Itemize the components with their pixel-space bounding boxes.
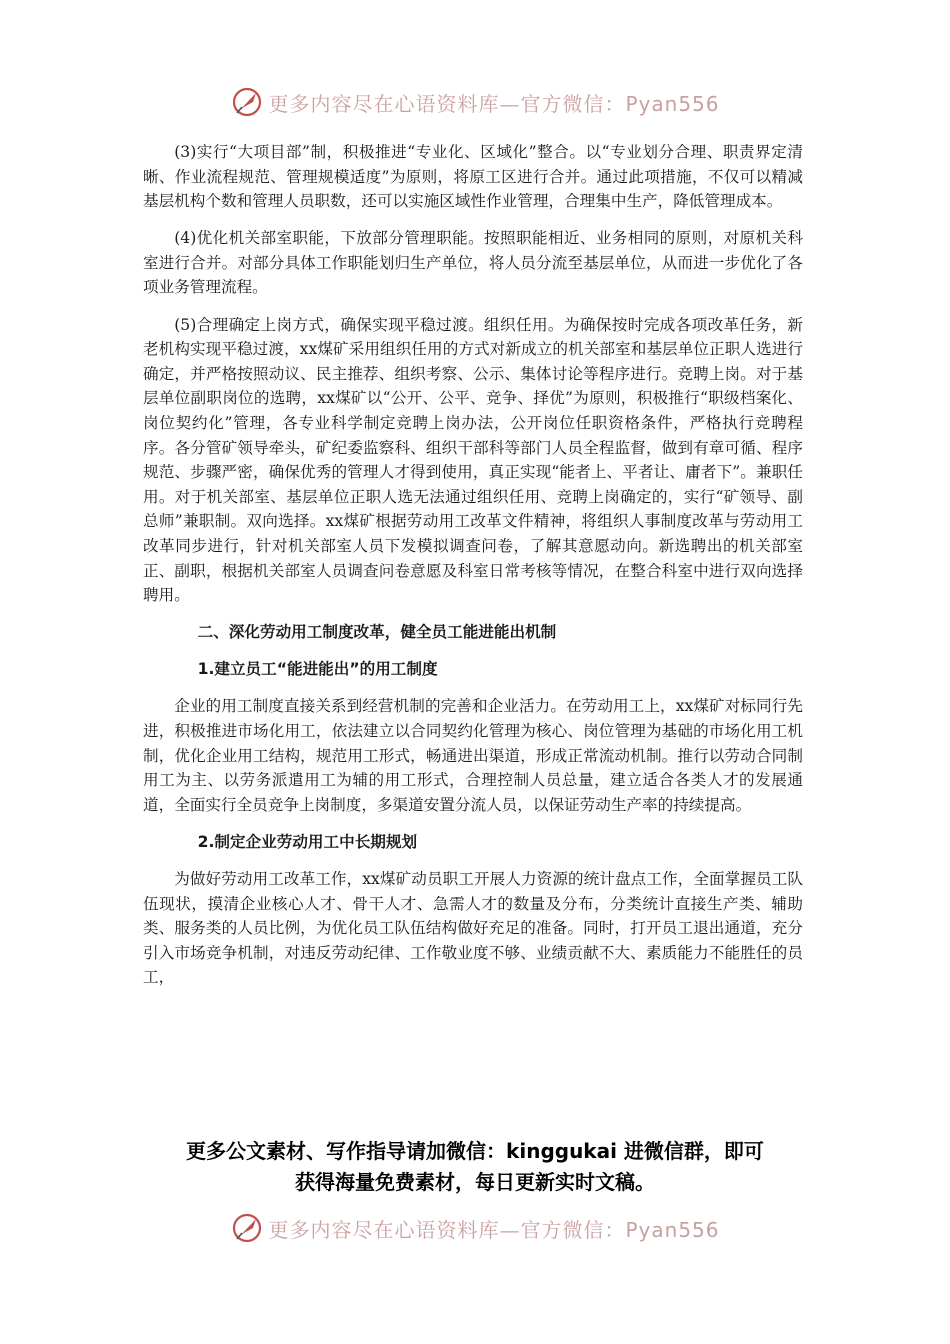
paragraph-4: (4)优化机关部室职能，下放部分管理职能。按照职能相近、业务相同的原则，对原机关科室进行合并。对部分具体工作职能划归生产单位，将人员分流至基层单位，从而进一步优化了各项业务管理流程。 bbox=[143, 229, 803, 297]
footer-banner bbox=[0, 1206, 950, 1250]
quill-logo-icon bbox=[230, 1211, 264, 1245]
subheading-2: 2.制定企业劳动用工中长期规划 bbox=[197, 832, 418, 851]
banner-text: 更多内容尽在心语资料库—官方微信：Pyan556 bbox=[268, 1217, 720, 1242]
banner-text: 更多内容尽在心语资料库—官方微信：Pyan556 bbox=[268, 91, 720, 116]
quill-logo-icon bbox=[230, 85, 264, 119]
header-banner bbox=[0, 80, 950, 124]
promo-notice bbox=[100, 1136, 850, 1198]
paragraph-5: (5)合理确定上岗方式，确保实现平稳过渡。组织任用。为确保按时完成各项改革任务，新老机构实现平稳过渡，xx煤矿采用组织任用的方式对新成立的机关部室和基层单位正职人选进行确定，并严格按照动议、民主推荐、组织考察、公示、集体讨论等程序进行。竞聘上岗。对于基层单位副职岗位的选聘，xx煤矿以“公开、公平、竞争、择优”为原则，积极推行“职级档案化、岗位契约化”管理，各专业科学制定竞聘上岗办法，公开岗位任职资格条件，严格执行竞聘程序。各分管矿领导牵头，矿纪委监察科、组织干部科等部门人员全程监督，做到有章可循、程序规范、步骤严密，确保优秀的管理人才得到使用，真正实现“能者上、平者让、庸者下”。兼职任用。对于机关部室、基层单位正职人选无法通过组织任用、竞聘上岗确定的，实行“矿领导、副总师”兼职制。双向选择。xx煤矿根据劳动用工改革文件精神，将组织人事制度改革与劳动用工改革同步进行，针对机关部室人员下发模拟调查问卷，了解其意愿动向。新选聘出的机关部室正、副职，根据机关部室人员调查问卷意愿及科室日常考核等情况，在整合科室中进行双向选择聘用。 bbox=[143, 315, 803, 605]
paragraph-3: (3)实行“大项目部”制，积极推进“专业化、区域化”整合。以“专业划分合理、职责界定清晰、作业流程规范、管理规模适度”为原则，将原工区进行合并。通过此项措施，不仅可以精减基层机构个数和管理人员职数，还可以实施区域性作业管理，合理集中生产，降低管理成本。 bbox=[143, 143, 803, 211]
paragraph-7: 为做好劳动用工改革工作，xx煤矿动员职工开展人力资源的统计盘点工作，全面掌握员工队伍现状，摸清企业核心人才、骨干人才、急需人才的数量及分布，分类统计直接生产类、辅助类、服务类的人员比例，为优化员工队伍结构做好充足的准备。同时，打开员工退出通道，充分引入市场竞争机制，对违反劳动纪律、工作敬业度不够、业绩贡献不大、素质能力不能胜任的员工， bbox=[143, 869, 803, 987]
promo-line-2: 获得海量免费素材，每日更新实时文稿。 bbox=[295, 1170, 655, 1194]
subheading-1: 1.建立员工“能进能出”的用工制度 bbox=[197, 660, 438, 679]
promo-line-1: 更多公文素材、写作指导请加微信：kinggukai 进微信群，即可 bbox=[186, 1139, 764, 1163]
document-body bbox=[143, 140, 803, 990]
paragraph-6: 企业的用工制度直接关系到经营机制的完善和企业活力。在劳动用工上，xx煤矿对标同行先进，积极推进市场化用工，依法建立以合同契约化管理为核心、岗位管理为基础的市场化用工机制，优化企业用工结构，规范用工形式，畅通进出渠道，形成正常流动机制。推行以劳动合同制用工为主、以劳务派遣用工为辅的用工形式，合理控制人员总量，建立适合各类人才的发展通道，全面实行全员竞争上岗制度，多渠道安置分流人员，以保证劳动生产率的持续提高。 bbox=[143, 697, 803, 814]
section-heading-2: 二、深化劳动用工制度改革，健全员工能进能出机制 bbox=[197, 623, 557, 642]
